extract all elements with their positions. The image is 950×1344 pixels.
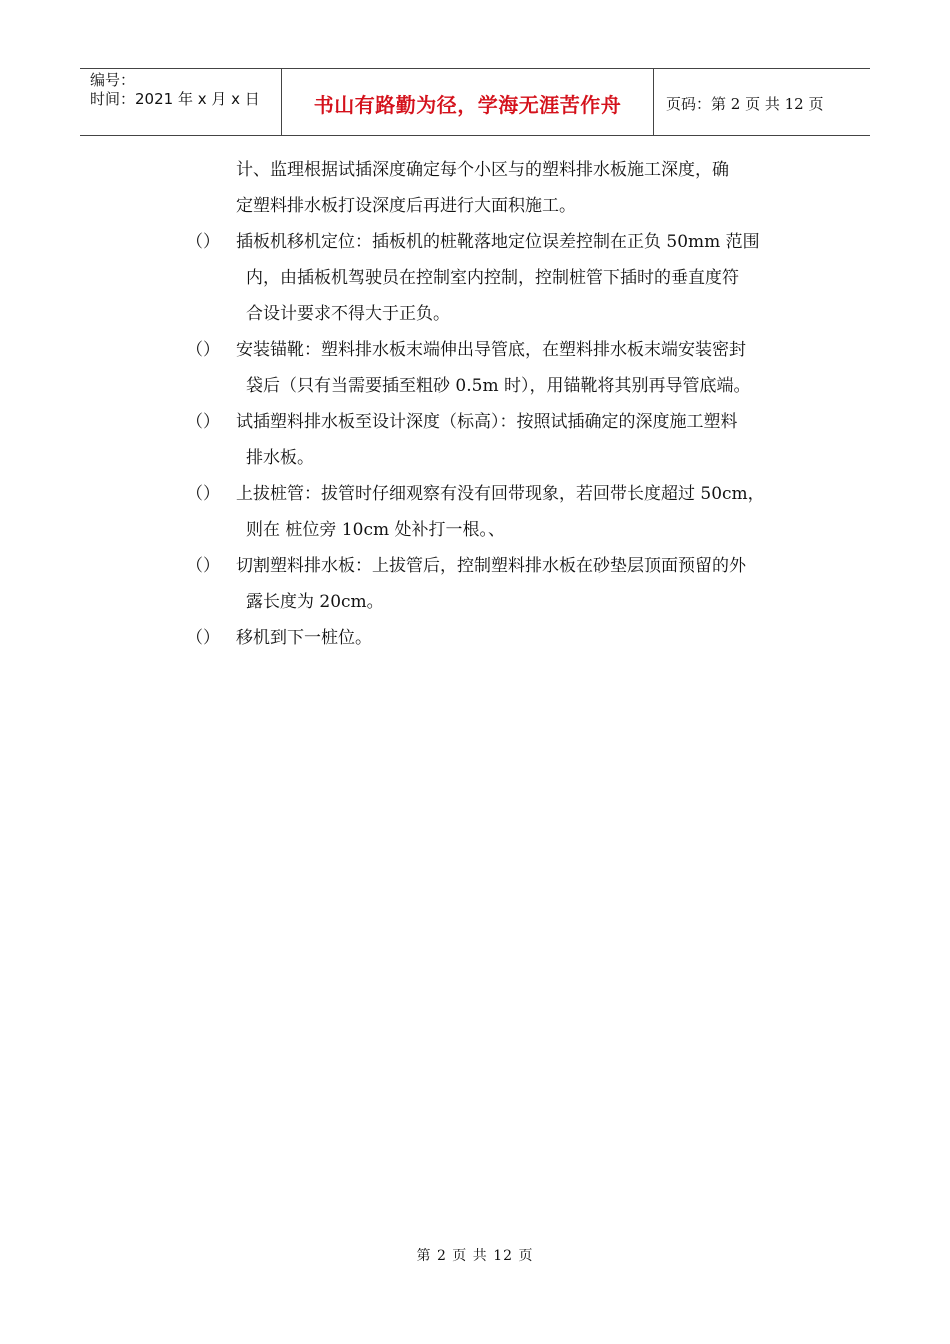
list-item — [186, 332, 806, 404]
list-item — [186, 224, 806, 332]
list-marker: （） — [186, 232, 220, 252]
header-motto-cell — [282, 69, 654, 135]
continuation-paragraph — [186, 152, 806, 224]
date-line: 时间：2021 年 x 月 x 日 — [90, 90, 260, 108]
list-marker: （） — [186, 412, 220, 432]
text-line: 切割塑料排水板：上拔管后，控制塑料排水板在砂垫层顶面预留的外 — [236, 556, 746, 576]
text-line: 安装锚靴：塑料排水板末端伸出导管底，在塑料排水板末端安装密封 — [236, 340, 746, 360]
text-line: 移机到下一桩位。 — [236, 628, 372, 648]
text-line: 定塑料排水板打设深度后再进行大面积施工。 — [236, 196, 576, 216]
number-label: 编号： — [90, 71, 136, 89]
list-item — [186, 620, 806, 656]
text-line: 合设计要求不得大于正负。 — [246, 304, 450, 324]
motto: 书山有路勤为径，学海无涯苦作舟 — [313, 92, 622, 117]
text-line: 袋后（只有当需要插至粗砂 0.5m 时），用锚靴将其别再导管底端。 — [246, 376, 751, 396]
text-line: 排水板。 — [246, 448, 314, 468]
text-line: 上拔桩管：拔管时仔细观察有没有回带现象，若回带长度超过 50cm， — [236, 484, 765, 504]
text-line: 试插塑料排水板至设计深度（标高）：按照试插确定的深度施工塑料 — [236, 412, 738, 432]
list-item — [186, 548, 806, 620]
text-line: 露长度为 20cm。 — [246, 592, 384, 612]
list-marker: （） — [186, 340, 220, 360]
header-meta-cell — [80, 69, 282, 135]
document-header — [80, 68, 870, 136]
list-item — [186, 476, 806, 548]
list-item — [186, 404, 806, 476]
text-line: 计、监理根据试插深度确定每个小区与的塑料排水板施工深度，确 — [236, 160, 729, 180]
list-marker: （） — [186, 628, 220, 648]
text-line: 则在 桩位旁 10cm 处补打一根。、 — [246, 520, 505, 540]
text-line: 插板机移机定位：插板机的桩靴落地定位误差控制在正负 50mm 范围 — [236, 232, 760, 252]
list-marker: （） — [186, 484, 220, 504]
document-body — [186, 152, 806, 656]
list-marker: （） — [186, 556, 220, 576]
text-line: 内，由插板机驾驶员在控制室内控制，控制桩管下插时的垂直度符 — [246, 268, 739, 288]
page-footer: 第 2 页 共 12 页 — [416, 1248, 534, 1264]
page-info: 页码：第 2 页 共 12 页 — [666, 94, 824, 113]
header-page-cell — [654, 69, 870, 135]
